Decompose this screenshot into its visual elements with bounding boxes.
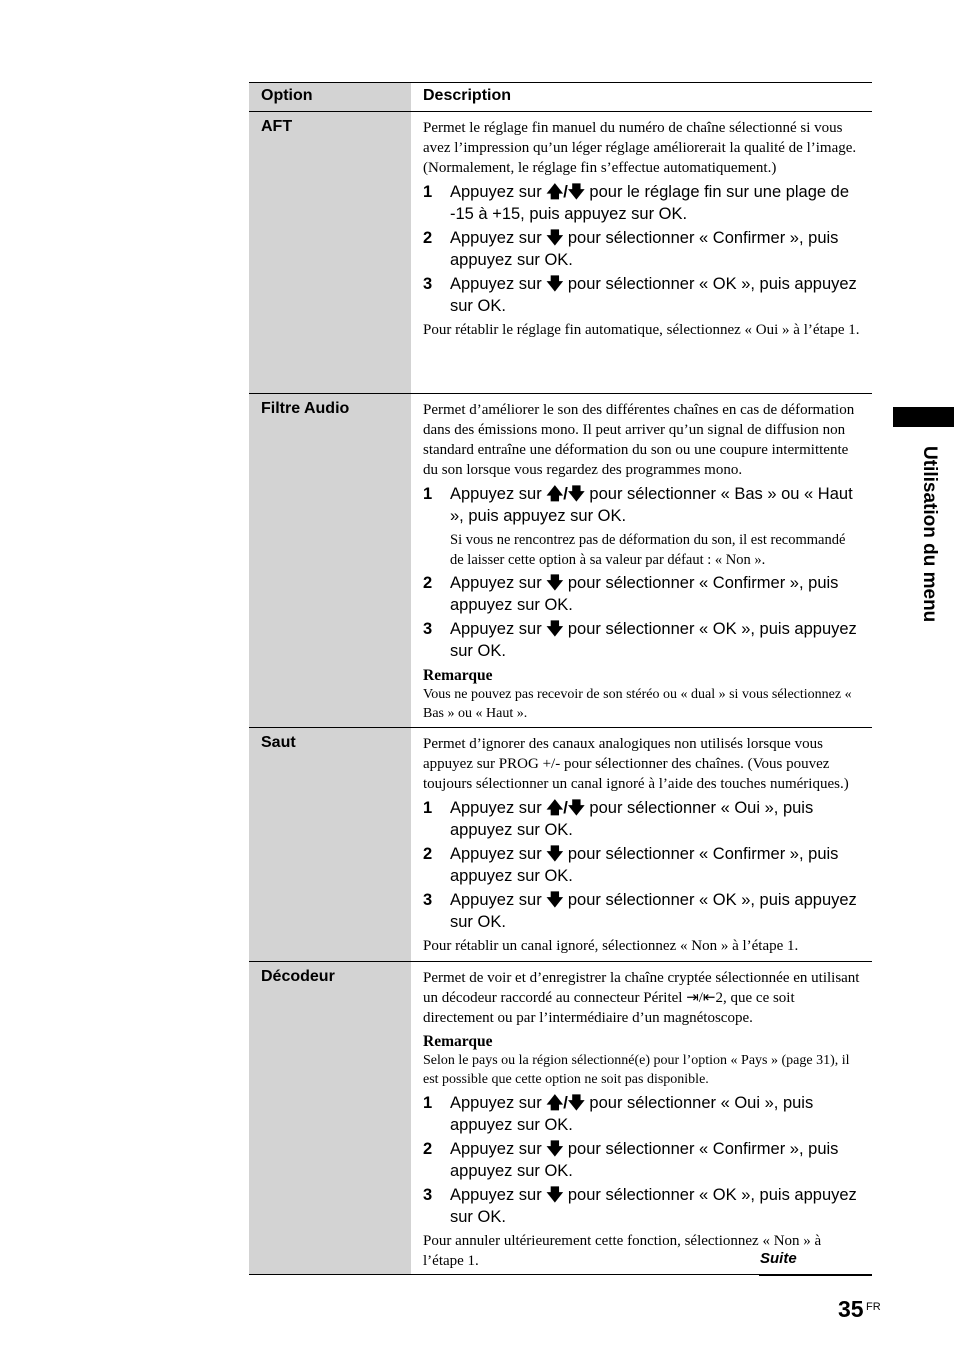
down-arrow-icon: 🡇 (546, 891, 564, 909)
section-side-title: Utilisation du menu (919, 446, 940, 623)
step-item: 3 Appuyez sur 🡇 pour sélectionner « OK », puis appuyez sur OK. (423, 1186, 857, 1226)
table-header (249, 82, 872, 112)
table-row-filtre-audio (249, 394, 872, 728)
option-label: Filtre Audio (261, 400, 350, 417)
down-arrow-icon: 🡇 (546, 1140, 564, 1158)
option-label: Décodeur (261, 968, 335, 985)
step-item: 2 Appuyez sur 🡇 pour sélectionner « Confirmer », puis appuyez sur OK. (423, 229, 839, 269)
step-item: 1 Appuyez sur 🡅/🡇 pour sélectionner « Oui », puis appuyez sur OK. (423, 1094, 814, 1134)
step-item: 3 Appuyez sur 🡇 pour sélectionner « OK », puis appuyez sur OK. (423, 620, 857, 660)
option-footer: Pour annuler ultérieurement cette fonction, sélectionnez « Non » à l’étape 1. (423, 1233, 822, 1269)
step-item: 2 Appuyez sur 🡇 pour sélectionner « Confirmer », puis appuyez sur OK. (423, 1140, 839, 1180)
step-item: 3 Appuyez sur 🡇 pour sélectionner « OK », puis appuyez sur OK. (423, 275, 857, 315)
down-arrow-icon: 🡇 (546, 574, 564, 592)
up-down-arrow-icon: 🡅/🡇 (546, 799, 585, 817)
table-row-aft (249, 112, 872, 394)
step-item: 1 Appuyez sur 🡅/🡇 pour sélectionner « Bas » ou « Haut », puis appuyez sur OK. (423, 485, 853, 525)
down-arrow-icon: 🡇 (546, 845, 564, 863)
section-tab-marker (893, 407, 954, 427)
option-intro: Permet le réglage fin manuel du numéro de chaîne sélectionné si vous avez l’impression qu’un léger réglage améliorerait la qualité de l’image. (Normalement, le réglage fin s’effectue automatiquement.) (423, 120, 857, 176)
down-arrow-icon: 🡇 (546, 620, 564, 638)
remark-title: Remarque (423, 1033, 493, 1050)
option-label: AFT (261, 118, 293, 135)
option-footer: Pour rétablir un canal ignoré, sélectionnez « Non » à l’étape 1. (423, 938, 799, 954)
option-label: Saut (261, 734, 296, 751)
step-item: 2 Appuyez sur 🡇 pour sélectionner « Confirmer », puis appuyez sur OK. (423, 574, 839, 614)
option-footer: Pour rétablir le réglage fin automatique, sélectionnez « Oui » à l’étape 1. (423, 322, 860, 338)
down-arrow-icon: 🡇 (546, 1186, 564, 1204)
remark-text: Selon le pays ou la région sélectionné(e) pour l’option « Pays » (page 31), il est possible que cette option ne soit pas disponible. (423, 1053, 850, 1087)
step-item: 2 Appuyez sur 🡇 pour sélectionner « Confirmer », puis appuyez sur OK. (423, 845, 839, 885)
option-intro: Permet de voir et d’enregistrer la chaîne cryptée sélectionnée en utilisant un décodeur raccordé au connecteur Péritel ⇥/⇤2, que ce soit directement ou par l’intermédiaire d’un magnétoscope. (423, 970, 860, 1026)
up-down-arrow-icon: 🡅/🡇 (546, 1094, 585, 1112)
step-item: 3 Appuyez sur 🡇 pour sélectionner « OK », puis appuyez sur OK. (423, 891, 857, 931)
header-option: Option (261, 87, 313, 104)
option-intro: Permet d’améliorer le son des différentes chaînes en cas de déformation dans des émissions mono. Il peut arriver qu’un signal de diffusion non standard entraîne une déformation du son ou une coupure intermittente du son lorsque vous regardez des programmes mono. (423, 402, 855, 478)
table-row-saut (249, 728, 872, 962)
option-intro: Permet d’ignorer des canaux analogiques non utilisés lorsque vous appuyez sur PROG +/- pour sélectionner des chaînes. (Vous pouvez toujours sélectionner un canal ignoré à l’aide des touches numériques.) (423, 736, 849, 792)
header-description: Description (423, 87, 512, 104)
down-arrow-icon: 🡇 (546, 275, 564, 293)
page-number: 35 (838, 1296, 864, 1322)
remark-title: Remarque (423, 667, 493, 684)
page-language-suffix: FR (866, 1301, 881, 1313)
up-down-arrow-icon: 🡅/🡇 (546, 485, 585, 503)
continued-label: Suite (760, 1250, 797, 1267)
step-item: 1 Appuyez sur 🡅/🡇 pour le réglage fin sur une plage de -15 à +15, puis appuyez sur OK. (423, 183, 850, 223)
step-item: 1 Appuyez sur 🡅/🡇 pour sélectionner « Oui », puis appuyez sur OK. (423, 799, 814, 839)
remark-text: Vous ne pouvez pas recevoir de son stéréo ou « dual » si vous sélectionnez « Bas » ou « Haut ». (423, 687, 852, 721)
up-down-arrow-icon: 🡅/🡇 (546, 183, 585, 201)
continued-rule (759, 1275, 872, 1276)
options-table (249, 82, 872, 1275)
down-arrow-icon: 🡇 (546, 229, 564, 247)
step-note: Si vous ne rencontrez pas de déformation du son, il est recommandé de laisser cette option à sa valeur par défaut : « Non ». (450, 532, 846, 568)
table-row-decodeur (249, 962, 872, 1275)
